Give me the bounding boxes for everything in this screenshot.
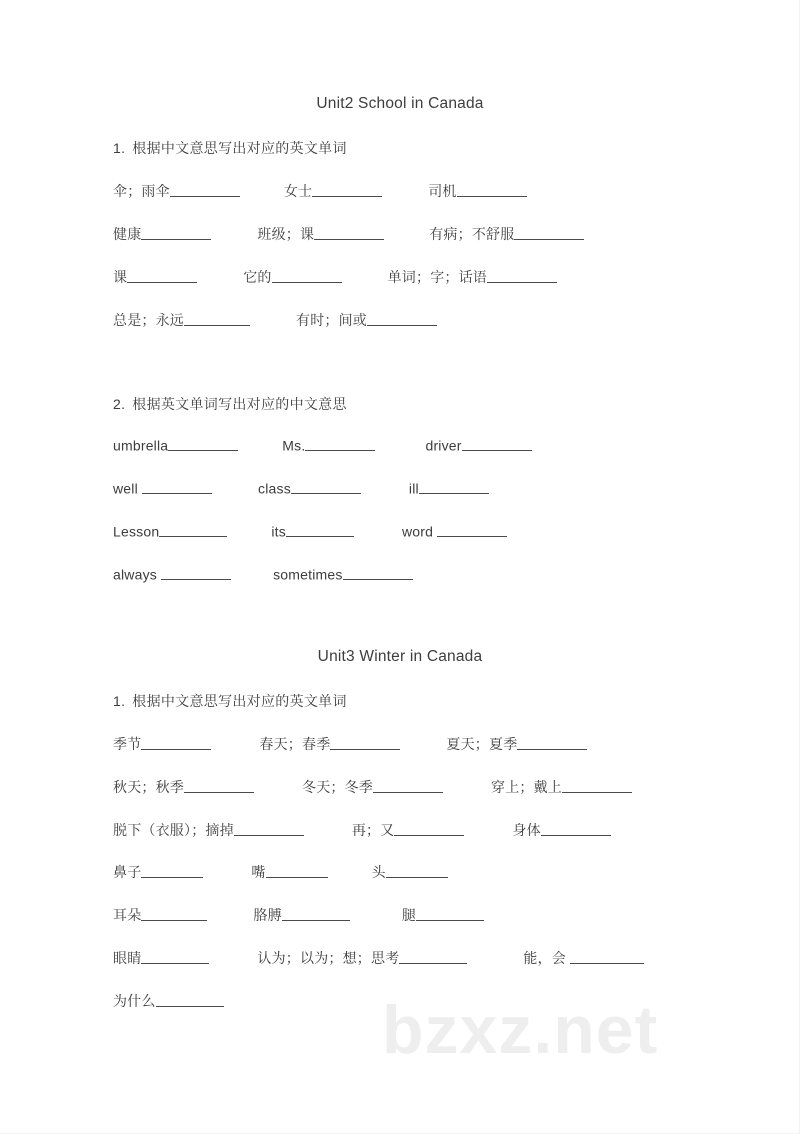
exercise-item — [257, 948, 467, 968]
item-label: 脱下（衣服）；摘掉 — [113, 822, 234, 838]
answer-blank[interactable] — [399, 950, 467, 964]
answer-blank[interactable] — [272, 269, 342, 283]
answer-blank[interactable] — [487, 269, 557, 283]
exercise-item — [113, 224, 211, 244]
exercise-item — [113, 267, 197, 287]
answer-blank[interactable] — [305, 437, 375, 451]
answer-blank[interactable] — [234, 822, 304, 836]
answer-blank[interactable] — [156, 993, 224, 1007]
answer-blank[interactable] — [266, 864, 328, 878]
exercise-item — [425, 437, 531, 453]
item-label: 健康 — [113, 226, 142, 242]
item-label: 认为；以为；想；思考 — [257, 950, 400, 966]
item-label: sometimes — [273, 566, 343, 583]
exercise-item — [284, 181, 382, 201]
answer-blank[interactable] — [457, 183, 527, 197]
exercise-row — [0, 862, 800, 882]
exercise-item — [402, 905, 484, 925]
item-label: 身体 — [512, 822, 541, 838]
watermark-bzxz: bzxz.net — [382, 992, 659, 1068]
answer-blank[interactable] — [312, 183, 382, 197]
item-label: 眼睛 — [113, 950, 142, 966]
exercise-item — [352, 820, 465, 840]
unit-block-unit2 — [0, 95, 800, 113]
item-label: 穿上；戴上 — [491, 779, 562, 795]
exercise-item — [273, 566, 412, 582]
answer-blank[interactable] — [184, 779, 254, 793]
exercise-item — [113, 991, 224, 1011]
exercise-row — [0, 480, 800, 496]
unit-block-unit3 — [0, 648, 800, 666]
item-label: Lesson — [113, 523, 160, 540]
item-label: 嘴 — [251, 864, 266, 880]
exercise-item — [428, 181, 526, 201]
item-label: umbrella — [113, 437, 169, 454]
answer-blank[interactable] — [462, 437, 532, 451]
answer-blank[interactable] — [184, 312, 250, 326]
answer-blank[interactable] — [437, 523, 507, 537]
exercise-row — [0, 734, 800, 754]
section-heading-text: 根据中文意思写出对应的英文单词 — [132, 140, 347, 156]
exercise-row — [0, 991, 800, 1011]
exercise-item — [113, 777, 254, 797]
exercise-item — [523, 948, 644, 968]
exercise-item — [296, 310, 437, 330]
answer-blank[interactable] — [141, 736, 211, 750]
exercise-item — [271, 523, 354, 539]
answer-blank[interactable] — [570, 950, 644, 964]
item-label: 伞；雨伞 — [113, 183, 170, 199]
exercise-item — [113, 523, 227, 539]
answer-blank[interactable] — [282, 907, 350, 921]
exercise-item — [113, 566, 231, 582]
answer-blank[interactable] — [416, 907, 484, 921]
item-label: 为什么 — [113, 993, 156, 1009]
exercise-item — [113, 862, 203, 882]
exercise-item — [113, 905, 207, 925]
exercise-item — [113, 437, 238, 453]
item-label: 总是；永远 — [113, 312, 184, 328]
item-label: 冬天；冬季 — [302, 779, 373, 795]
exercise-item — [302, 777, 443, 797]
exercise-row — [0, 777, 800, 797]
item-label: 有病；不舒服 — [429, 226, 515, 242]
exercise-row — [0, 224, 800, 244]
unit-title: Unit3 Winter in Canada — [317, 648, 483, 665]
section-heading-text: 根据英文单词写出对应的中文意思 — [132, 396, 347, 412]
item-label: well — [113, 480, 143, 497]
exercise-row — [0, 948, 800, 968]
answer-blank[interactable] — [394, 822, 464, 836]
item-label: 胳膊 — [253, 907, 282, 923]
answer-blank[interactable] — [168, 437, 238, 451]
item-label: always — [113, 566, 162, 583]
item-label: 再；又 — [351, 822, 395, 838]
item-label: 春天；春季 — [259, 736, 331, 752]
exercise-item — [372, 862, 448, 882]
exercise-item — [251, 862, 327, 882]
answer-blank[interactable] — [514, 226, 584, 240]
answer-blank[interactable] — [141, 950, 209, 964]
section-number: 1. — [113, 140, 126, 156]
exercise-item — [113, 820, 304, 840]
exercise-item — [402, 523, 507, 539]
answer-blank[interactable] — [419, 480, 489, 494]
answer-blank[interactable] — [314, 226, 384, 240]
exercise-item — [257, 224, 384, 244]
item-label: driver — [425, 437, 462, 454]
exercise-item — [113, 948, 209, 968]
exercise-item — [446, 734, 587, 754]
answer-blank[interactable] — [343, 566, 413, 580]
answer-blank[interactable] — [161, 566, 231, 580]
item-label: 秋天；秋季 — [113, 779, 184, 795]
item-label: its — [271, 523, 286, 540]
answer-blank[interactable] — [141, 864, 203, 878]
item-label: 女士 — [283, 183, 313, 199]
exercise-item — [429, 224, 584, 244]
exercise-row — [0, 310, 800, 330]
item-label: 头 — [371, 864, 386, 880]
section-number: 2. — [113, 396, 126, 412]
item-label: ill — [408, 480, 419, 497]
answer-blank[interactable] — [541, 822, 611, 836]
item-label: 夏天；夏季 — [446, 736, 518, 752]
answer-blank[interactable] — [159, 523, 227, 537]
answer-blank[interactable] — [367, 312, 437, 326]
section-number: 1. — [113, 693, 126, 709]
exercise-item — [243, 267, 341, 287]
answer-blank[interactable] — [170, 183, 240, 197]
exercise-row — [0, 267, 800, 287]
exercise-item — [113, 181, 240, 201]
section-heading — [0, 691, 800, 711]
item-label: 鼻子 — [113, 864, 142, 880]
item-label: 它的 — [243, 269, 272, 285]
exercise-item — [113, 480, 212, 496]
exercise-item — [258, 480, 361, 496]
item-label: 有时；间或 — [296, 312, 367, 328]
answer-blank[interactable] — [373, 779, 443, 793]
exercise-item — [253, 905, 349, 925]
answer-blank[interactable] — [330, 736, 400, 750]
answer-blank[interactable] — [291, 480, 361, 494]
exercise-item — [113, 734, 211, 754]
item-label: Ms. — [282, 437, 306, 454]
answer-blank[interactable] — [141, 907, 207, 921]
exercise-item — [409, 480, 489, 496]
answer-blank[interactable] — [127, 269, 197, 283]
section-heading — [0, 138, 800, 158]
item-label: 司机 — [428, 183, 457, 199]
answer-blank[interactable] — [286, 523, 354, 537]
exercise-item — [259, 734, 400, 754]
exercise-item — [388, 267, 557, 287]
exercise-row — [0, 181, 800, 201]
answer-blank[interactable] — [517, 736, 587, 750]
item-label: 季节 — [113, 736, 142, 752]
exercise-row — [0, 437, 800, 453]
exercise-item — [282, 437, 375, 453]
unit-title: Unit2 School in Canada — [316, 95, 484, 112]
answer-blank[interactable] — [142, 480, 212, 494]
exercise-item — [491, 777, 632, 797]
answer-blank[interactable] — [562, 779, 632, 793]
answer-blank[interactable] — [141, 226, 211, 240]
item-label: 班级；课 — [257, 226, 315, 242]
exercise-row — [0, 523, 800, 539]
item-label: word — [401, 523, 438, 540]
exercise-row — [0, 820, 800, 840]
exercise-row — [0, 905, 800, 925]
item-label: 能，会 — [523, 950, 571, 966]
item-label: 腿 — [401, 907, 417, 923]
item-label: 单词；字；话语 — [387, 269, 488, 285]
exercise-row — [0, 566, 800, 582]
item-label: class — [258, 480, 291, 497]
answer-blank[interactable] — [386, 864, 448, 878]
exercise-item — [113, 310, 250, 330]
exercise-item — [512, 820, 610, 840]
section-heading-text: 根据中文意思写出对应的英文单词 — [132, 693, 347, 709]
item-label: 耳朵 — [113, 907, 142, 923]
item-label: 课 — [113, 269, 128, 285]
section-heading — [0, 394, 800, 414]
